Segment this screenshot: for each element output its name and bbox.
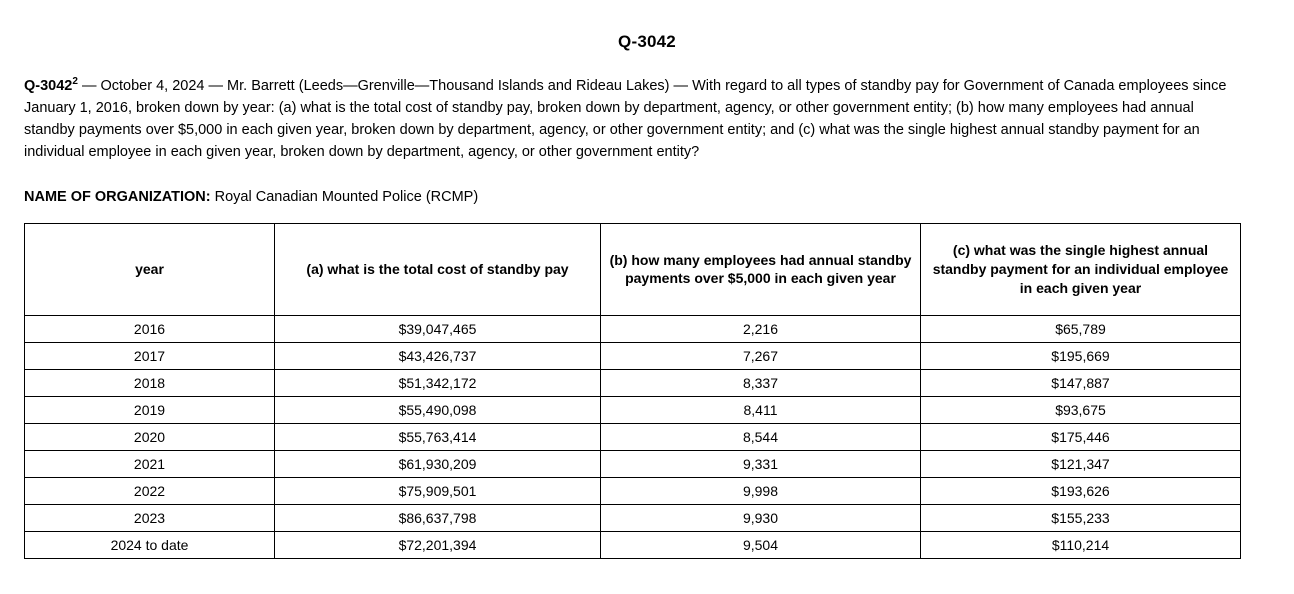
question-text: — October 4, 2024 — Mr. Barrett (Leeds—Grenville—Thousand Islands and Rideau Lakes) — With regard to all types of standby pay for Government of Canada employees since January 1, 2016, broken down by year: (a) what is the total cost of standby pay, broken down by department, agency, or other government entity; (b) how many employees had annual standby payments over $5,000 in each given year, broken down by department, agency, or other government entity; and (c) what was the single highest annual standby payment for an individual employee in each given year, broken down by department, agency, or other government entity?: [24, 77, 1227, 160]
cell-year: 2020: [25, 423, 275, 450]
cell-highest-payment: $93,675: [921, 396, 1241, 423]
cell-highest-payment: $110,214: [921, 531, 1241, 558]
cell-highest-payment: $175,446: [921, 423, 1241, 450]
cell-year: 2022: [25, 477, 275, 504]
question-reference-footnote: 2: [72, 76, 78, 87]
cell-year: 2018: [25, 369, 275, 396]
column-header-employees-over-5000: (b) how many employees had annual standby payments over $5,000 in each given year: [601, 223, 921, 315]
cell-total-cost: $55,763,414: [275, 423, 601, 450]
table-row: [25, 369, 1241, 396]
column-header-year: year: [25, 223, 275, 315]
table-row: [25, 504, 1241, 531]
organization-line: [24, 189, 1270, 205]
cell-employees-over-5000: 9,504: [601, 531, 921, 558]
question-paragraph: [24, 74, 1246, 163]
cell-year: 2024 to date: [25, 531, 275, 558]
cell-employees-over-5000: 2,216: [601, 315, 921, 342]
table-row: [25, 342, 1241, 369]
cell-employees-over-5000: 9,998: [601, 477, 921, 504]
cell-total-cost: $75,909,501: [275, 477, 601, 504]
table-row: [25, 396, 1241, 423]
cell-total-cost: $55,490,098: [275, 396, 601, 423]
cell-total-cost: $51,342,172: [275, 369, 601, 396]
cell-employees-over-5000: 8,544: [601, 423, 921, 450]
standby-pay-table: [24, 223, 1241, 559]
cell-total-cost: $61,930,209: [275, 450, 601, 477]
table-row: [25, 477, 1241, 504]
cell-highest-payment: $155,233: [921, 504, 1241, 531]
column-header-total-cost: (a) what is the total cost of standby pay: [275, 223, 601, 315]
cell-year: 2019: [25, 396, 275, 423]
cell-year: 2021: [25, 450, 275, 477]
table-row: [25, 450, 1241, 477]
cell-total-cost: $43,426,737: [275, 342, 601, 369]
cell-employees-over-5000: 8,411: [601, 396, 921, 423]
organization-value: Royal Canadian Mounted Police (RCMP): [210, 188, 479, 205]
document-page: [0, 32, 1294, 594]
cell-highest-payment: $121,347: [921, 450, 1241, 477]
cell-highest-payment: $193,626: [921, 477, 1241, 504]
cell-total-cost: $39,047,465: [275, 315, 601, 342]
cell-highest-payment: $147,887: [921, 369, 1241, 396]
table-row: [25, 315, 1241, 342]
cell-year: 2016: [25, 315, 275, 342]
table-row: [25, 531, 1241, 558]
cell-year: 2017: [25, 342, 275, 369]
cell-year: 2023: [25, 504, 275, 531]
cell-total-cost: $86,637,798: [275, 504, 601, 531]
cell-highest-payment: $195,669: [921, 342, 1241, 369]
cell-employees-over-5000: 7,267: [601, 342, 921, 369]
question-reference-label: Q-3042: [24, 77, 73, 94]
organization-label: NAME OF ORGANIZATION:: [24, 188, 211, 205]
column-header-highest-payment: (c) what was the single highest annual standby payment for an individual employee in each given year: [921, 223, 1241, 315]
table-header-row: [25, 223, 1241, 315]
table-row: [25, 423, 1241, 450]
cell-total-cost: $72,201,394: [275, 531, 601, 558]
cell-employees-over-5000: 9,331: [601, 450, 921, 477]
cell-employees-over-5000: 8,337: [601, 369, 921, 396]
page-title: Q-3042: [618, 32, 676, 51]
cell-highest-payment: $65,789: [921, 315, 1241, 342]
question-reference: [24, 78, 78, 94]
cell-employees-over-5000: 9,930: [601, 504, 921, 531]
